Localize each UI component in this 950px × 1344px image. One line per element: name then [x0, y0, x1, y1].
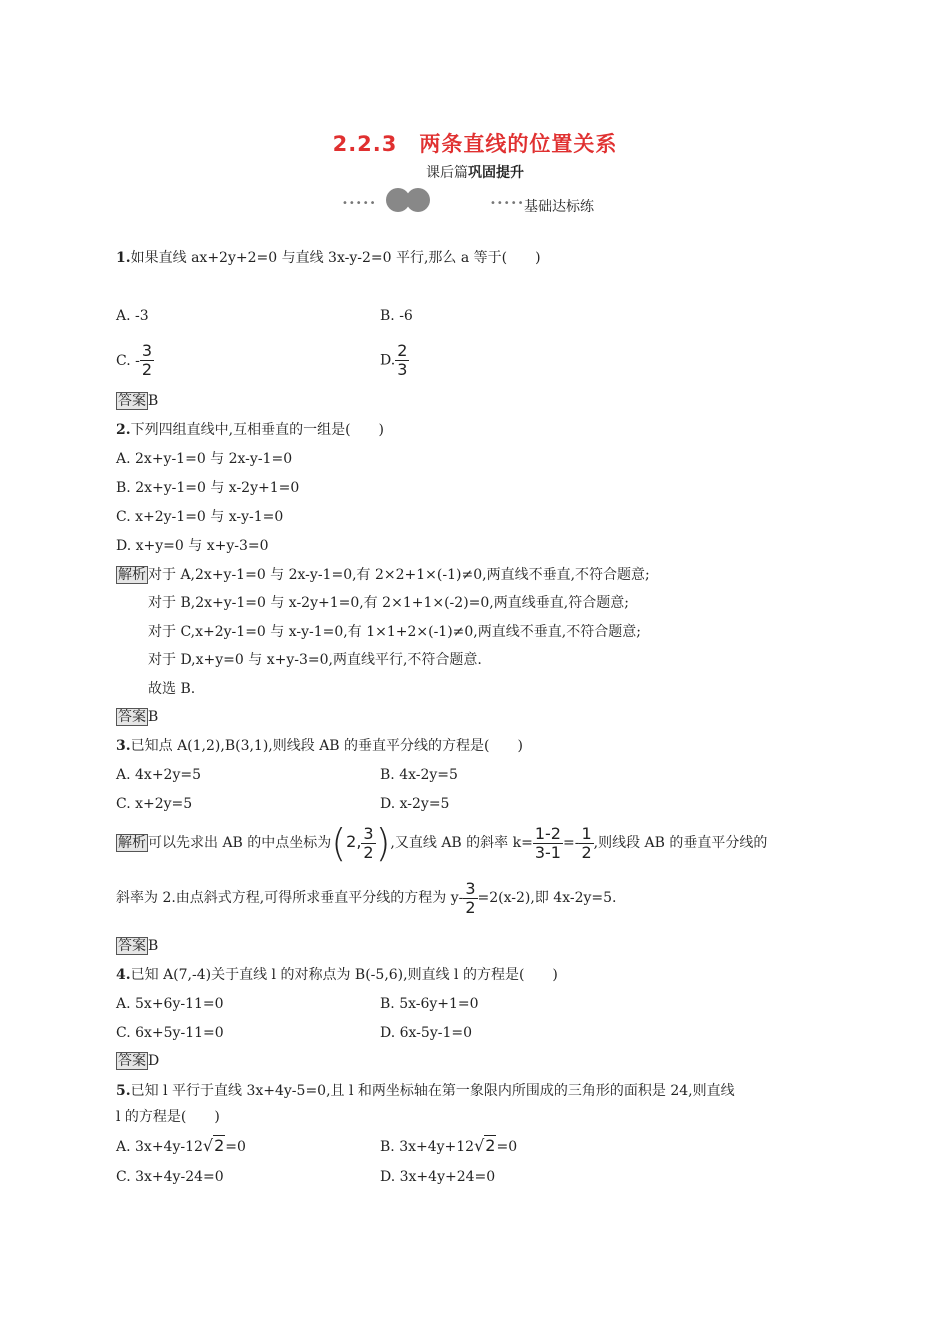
q5-b-radicand: 2	[485, 1136, 496, 1155]
q2-number: 2.	[116, 422, 131, 438]
q5-option-d: D. 3x+4y+24=0	[380, 1169, 496, 1185]
q3-k2-num: 1	[581, 823, 592, 843]
q3-answer	[116, 936, 158, 956]
q3-analysis-part1: 可以先求出 AB 的中点坐标为	[148, 835, 332, 851]
q2-analysis-3: 对于 C,x+2y-1=0 与 x-y-1=0,有 1×1+2×(-1)≠0,两直线不垂直,不符合题意;	[148, 624, 641, 640]
q5-options-ab	[116, 1136, 518, 1157]
q5-option-c: C. 3x+4y-24=0	[116, 1169, 224, 1185]
q1-c-den: 2	[141, 360, 153, 379]
q3-y-num: 3	[465, 878, 476, 898]
page-subtitle	[0, 162, 950, 182]
q4-stem	[116, 965, 558, 985]
q2-analysis-2: 对于 B,2x+y-1=0 与 x-2y+1=0,有 2×1+1×(-2)=0,两直线垂直,符合题意;	[148, 595, 629, 611]
q1-number: 1.	[116, 250, 131, 266]
q1-c-num: 3	[141, 341, 153, 360]
q4-option-c: C. 6x+5y-11=0	[116, 1025, 224, 1041]
q3-option-a: A. 4x+2y=5	[116, 767, 201, 783]
section-header	[342, 186, 642, 216]
q1-stem	[116, 248, 541, 268]
page-title: 2.2.3 两条直线的位置关系	[332, 132, 618, 156]
q1-option-b: B. -6	[380, 308, 413, 324]
q1-c-fraction	[140, 342, 154, 379]
q3-y-fraction	[463, 880, 477, 917]
q1-c-prefix: C. -	[116, 352, 140, 369]
q5-text-1: 已知 l 平行于直线 3x+4y-5=0,且 l 和两坐标轴在第一象限内所围成的三角形的面积是 24,则直线	[130, 1083, 735, 1099]
q4-option-d: D. 6x-5y-1=0	[380, 1025, 473, 1041]
q3-option-c: C. x+2y=5	[116, 796, 193, 812]
analysis-tag: 解析	[118, 567, 146, 583]
q2-option-a: A. 2x+y-1=0 与 2x-y-1=0	[116, 451, 293, 467]
q4-number: 4.	[116, 967, 131, 983]
q2-analysis-4: 对于 D,x+y=0 与 x+y-3=0,两直线平行,不符合题意.	[148, 652, 482, 668]
q1-d-prefix: D.	[380, 352, 396, 369]
q4-option-a: A. 5x+6y-11=0	[116, 996, 224, 1012]
q1-options-ab	[116, 306, 413, 326]
q2-answer-value: B	[148, 709, 159, 725]
q3-k-fraction	[533, 825, 563, 862]
q5-a-post: =0	[225, 1139, 246, 1155]
q1-d-fraction	[395, 342, 409, 379]
q5-a-radicand: 2	[214, 1136, 225, 1155]
q3-analysis-1	[116, 820, 767, 865]
q5-option-b	[380, 1136, 517, 1157]
q3-mid-den: 2	[363, 842, 374, 862]
q5-b-pre: B. 3x+4y+12	[380, 1139, 475, 1155]
q2-stem	[116, 420, 384, 440]
q2-analysis-text-1: 对于 A,2x+y-1=0 与 2x-y-1=0,有 2×2+1×(-1)≠0,两直线不垂直,不符合题意;	[148, 567, 650, 583]
q3-k-num: 1-2	[534, 823, 561, 843]
q4-options-cd	[116, 1023, 473, 1043]
q1-option-c	[116, 341, 154, 379]
q2-option-c: C. x+2y-1=0 与 x-y-1=0	[116, 509, 284, 525]
q3-option-b: B. 4x-2y=5	[380, 767, 458, 783]
subtitle-prefix: 课后篇	[426, 165, 468, 181]
q2-analysis-5: 故选 B.	[148, 681, 196, 697]
q3-stem	[116, 736, 523, 756]
section-label: 基础达标练	[524, 199, 594, 215]
answer-tag: 答案	[118, 709, 146, 725]
q3-analysis-2	[116, 876, 617, 920]
q1-answer	[116, 391, 158, 411]
answer-tag: 答案	[118, 393, 146, 409]
q2-text: 下列四组直线中,互相垂直的一组是( )	[130, 422, 384, 438]
q3-k2-fraction	[579, 825, 593, 862]
q3-mid-fraction	[361, 825, 375, 862]
q3-options-ab	[116, 765, 458, 785]
q3-option-d: D. x-2y=5	[380, 796, 450, 812]
q3-analysis-line2b: =2(x-2),即 4x-2y=5.	[477, 890, 617, 906]
q1-text: 如果直线 ax+2y+2=0 与直线 3x-y-2=0 平行,那么 a 等于( )	[130, 250, 541, 266]
q4-answer-value: D	[148, 1053, 160, 1069]
q1-answer-value: B	[148, 393, 159, 409]
q3-k-den: 3-1	[534, 842, 561, 862]
q2-option-b: B. 2x+y-1=0 与 x-2y+1=0	[116, 480, 300, 496]
section-dots-left: •••••	[342, 198, 377, 209]
q3-k2-den: 2	[581, 842, 592, 862]
q5-stem-2: l 的方程是( )	[116, 1109, 220, 1125]
answer-tag: 答案	[118, 1053, 146, 1069]
q2-option-d: D. x+y=0 与 x+y-3=0	[116, 538, 269, 554]
answer-tag: 答案	[118, 938, 146, 954]
subtitle-bold: 巩固提升	[468, 165, 524, 181]
q3-number: 3.	[116, 738, 131, 754]
q3-analysis-part3: =-	[562, 835, 580, 851]
q4-text: 已知 A(7,-4)关于直线 l 的对称点为 B(-5,6),则直线 l 的方程是( )	[130, 967, 558, 983]
q2-analysis-1	[116, 565, 650, 585]
q5-b-sqrt: √2	[474, 1136, 496, 1155]
paren-right: )	[375, 821, 391, 865]
q4-options-ab	[116, 994, 479, 1014]
q3-mid-num: 3	[363, 823, 374, 843]
q5-options-cd	[116, 1167, 496, 1187]
q5-b-post: =0	[496, 1139, 518, 1155]
q3-analysis-part2: ,又直线 AB 的斜率 k=	[390, 835, 533, 851]
q3-text: 已知点 A(1,2),B(3,1),则线段 AB 的垂直平分线的方程是( )	[130, 738, 523, 754]
q5-number: 5.	[116, 1083, 131, 1099]
q5-a-pre: A. 3x+4y-12	[116, 1139, 203, 1155]
paren-left: (	[331, 821, 347, 865]
q3-mid-x: 2,	[346, 832, 362, 851]
q1-d-num: 2	[397, 341, 408, 360]
q5-a-sqrt: √2	[202, 1136, 225, 1155]
analysis-tag: 解析	[118, 835, 146, 851]
q3-answer-value: B	[148, 938, 159, 954]
q1-option-d	[380, 342, 409, 379]
section-circle-icon	[406, 188, 430, 212]
section-dots-right: •••••	[490, 198, 525, 209]
q1-option-a: A. -3	[116, 308, 149, 324]
q5-option-a	[116, 1136, 246, 1155]
q1-d-den: 3	[397, 360, 408, 379]
q3-y-den: 2	[465, 897, 476, 917]
q5-stem-1	[116, 1081, 735, 1101]
q3-options-cd	[116, 794, 450, 814]
q3-analysis-part4: ,则线段 AB 的垂直平分线的	[593, 835, 768, 851]
q3-analysis-line2a: 斜率为 2.由点斜式方程,可得所求垂直平分线的方程为 y-	[116, 890, 464, 906]
q4-option-b: B. 5x-6y+1=0	[380, 996, 479, 1012]
q4-answer	[116, 1051, 159, 1071]
q2-answer	[116, 707, 158, 727]
q1-options-cd	[116, 341, 408, 379]
